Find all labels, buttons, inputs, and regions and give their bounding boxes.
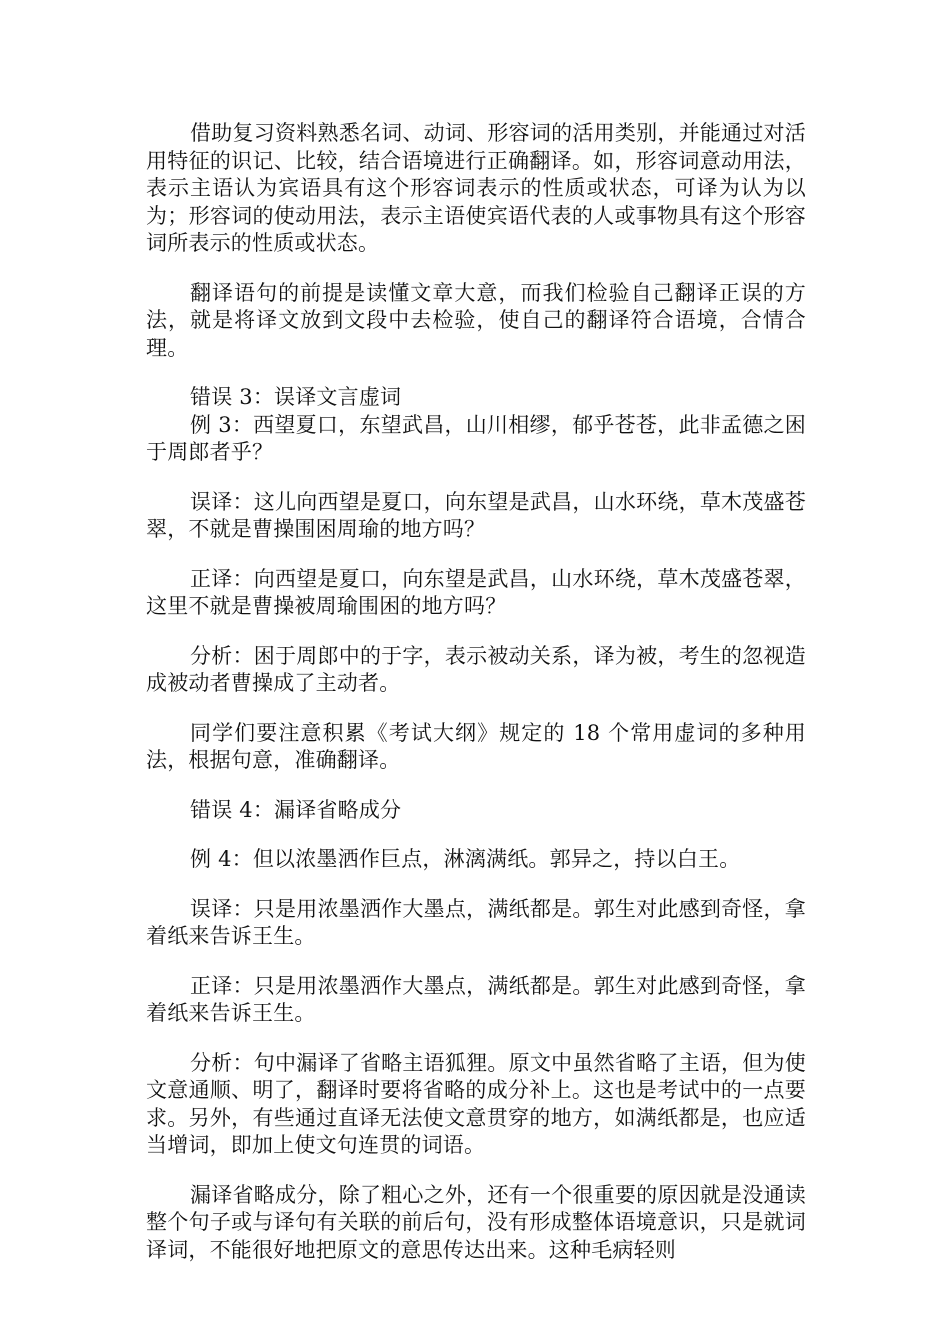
- paragraph-word-class-conversion: 借助复习资料熟悉名词、动词、形容词的活用类别，并能通过对活用特征的识记、比较，结合语境进行正确翻译。如，形容词意动用法，表示主语认为宾语具有这个形容词表示的性质或状态，可译为认为以为；形容词的使动用法，表示主语使宾语代表的人或事物具有这个形容词所表示的性质或状态。: [146, 121, 806, 255]
- paragraph-example-3: 例 3：西望夏口，东望武昌，山川相缪，郁乎苍苍，此非孟德之困于周郎者乎？: [146, 412, 806, 464]
- paragraph-analysis-3: 分析：困于周郎中的于字，表示被动关系，译为被，考生的忽视造成被动者曹操成了主动者。: [146, 643, 806, 695]
- paragraph-omission-explanation: 漏译省略成分，除了粗心之外，还有一个很重要的原因就是没通读整个句子或与译句有关联的前后句，没有形成整体语境意识，只是就词译词，不能很好地把原文的意思传达出来。这种毛病轻则: [146, 1182, 806, 1262]
- paragraph-example-4: 例 4：但以浓墨洒作巨点，淋漓满纸。郭异之，持以白王。: [190, 847, 741, 871]
- paragraph-correct-translation-3: 正译：向西望是夏口，向东望是武昌，山水环绕，草木茂盛苍翠，这里不就是曹操被周瑜围困的地方吗？: [146, 566, 806, 618]
- paragraph-analysis-4: 分析：句中漏译了省略主语狐狸。原文中虽然省略了主语，但为使文意通顺、明了，翻译时要将省略的成分补上。这也是考试中的一点要求。另外，有些通过直译无法使文意贯穿的地方，如满纸都是，也应适当增词，即加上使文句连贯的词语。: [146, 1050, 806, 1157]
- paragraph-function-words-advice: 同学们要注意积累《考试大纲》规定的 18 个常用虚词的多种用法，根据句意，准确翻译。: [146, 720, 806, 772]
- paragraph-wrong-translation-3: 误译：这儿向西望是夏口，向东望是武昌，山水环绕，草木茂盛苍翠，不就是曹操围困周瑜的地方吗？: [146, 489, 806, 541]
- heading-error-4: 错误 4：漏译省略成分: [190, 797, 402, 822]
- heading-error-3: 错误 3：误译文言虚词: [190, 385, 402, 409]
- paragraph-correct-translation-4: 正译：只是用浓墨洒作大墨点，满纸都是。郭生对此感到奇怪，拿着纸来告诉王生。: [146, 973, 806, 1025]
- paragraph-translation-premise: 翻译语句的前提是读懂文章大意，而我们检验自己翻译正误的方法，就是将译文放到文段中去检验，使自己的翻译符合语境，合情合理。: [146, 280, 806, 360]
- paragraph-wrong-translation-4: 误译：只是用浓墨洒作大墨点，满纸都是。郭生对此感到奇怪，拿着纸来告诉王生。: [146, 896, 806, 948]
- document-body: [146, 120, 806, 1286]
